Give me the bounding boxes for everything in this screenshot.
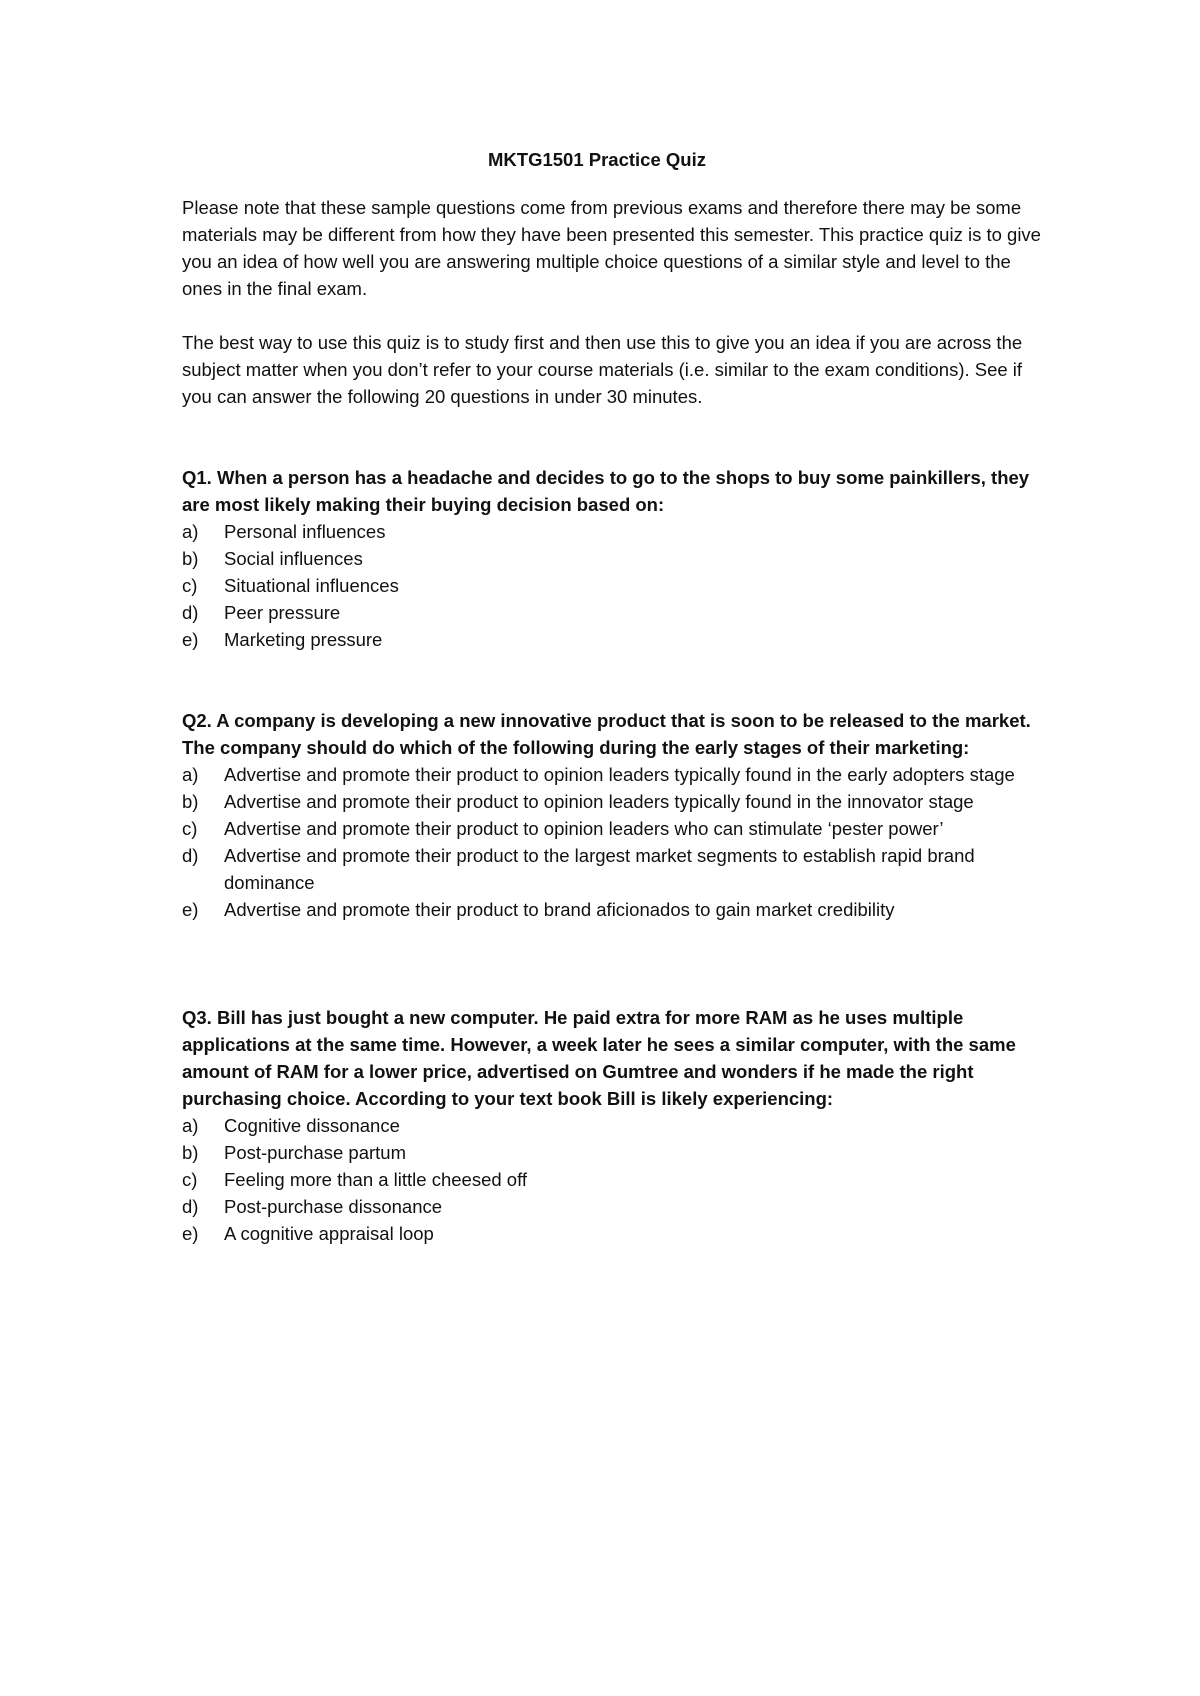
question-1 xyxy=(182,464,1042,653)
answer-options xyxy=(182,1112,1042,1247)
option-text: Advertise and promote their product to opinion leaders typically found in the innovator stage xyxy=(224,791,974,812)
option-letter: a) xyxy=(182,521,199,542)
option-text: Advertise and promote their product to brand aficionados to gain market credibility xyxy=(224,899,895,920)
question-text: Q1. When a person has a headache and decides to go to the shops to buy some painkillers, they are most likely making their buying decision based on: xyxy=(182,467,1030,515)
option-text: Advertise and promote their product to opinion leaders typically found in the early adopters stage xyxy=(224,764,1015,785)
question-text: Q3. Bill has just bought a new computer. He paid extra for more RAM as he uses multiple applications at the same time. However, a week later he sees a similar computer, with the same amount of RAM for a lower price, advertised on Gumtree and wonders if he made the right purchasing choice. According to your text book Bill is likely experiencing: xyxy=(182,1007,1016,1109)
answer-option xyxy=(182,518,1042,545)
option-text: Post-purchase partum xyxy=(224,1142,407,1163)
option-text: Situational influences xyxy=(224,575,399,596)
option-letter: b) xyxy=(182,548,199,569)
answer-option xyxy=(182,545,1042,572)
option-letter: b) xyxy=(182,791,199,812)
answer-option xyxy=(182,599,1042,626)
document-title: MKTG1501 Practice Quiz xyxy=(488,149,706,170)
option-letter: b) xyxy=(182,1142,199,1163)
answer-option xyxy=(182,896,1042,923)
option-text: Feeling more than a little cheesed off xyxy=(224,1169,528,1190)
answer-option xyxy=(182,626,1042,653)
answer-option xyxy=(182,572,1042,599)
intro-paragraph: The best way to use this quiz is to study first and then use this to give you an idea if you are across the subject matter when you don’t refer to your course materials (i.e. similar to the exam conditions). See if you can answer the following 20 questions in under 30 minutes. xyxy=(182,332,1023,407)
option-text: Cognitive dissonance xyxy=(224,1115,400,1136)
option-letter: d) xyxy=(182,1196,199,1217)
answer-option xyxy=(182,1139,1042,1166)
option-letter: d) xyxy=(182,602,199,623)
option-text: Marketing pressure xyxy=(224,629,383,650)
answer-option xyxy=(182,761,1042,788)
spacer xyxy=(182,653,1042,707)
option-letter: c) xyxy=(182,818,198,839)
option-letter: a) xyxy=(182,1115,199,1136)
option-letter: d) xyxy=(182,845,199,866)
option-letter: c) xyxy=(182,575,198,596)
option-text: A cognitive appraisal loop xyxy=(224,1223,434,1244)
document-content xyxy=(182,146,1042,1247)
spacer xyxy=(182,437,1042,464)
option-letter: e) xyxy=(182,1223,199,1244)
answer-option xyxy=(182,1193,1042,1220)
question-3 xyxy=(182,1004,1042,1247)
question-2 xyxy=(182,707,1042,923)
answer-options xyxy=(182,518,1042,653)
option-text: Personal influences xyxy=(224,521,386,542)
answer-option xyxy=(182,788,1042,815)
option-letter: a) xyxy=(182,764,199,785)
answer-option xyxy=(182,842,1042,896)
answer-option xyxy=(182,1166,1042,1193)
answer-option xyxy=(182,1112,1042,1139)
option-letter: c) xyxy=(182,1169,198,1190)
option-text: Post-purchase dissonance xyxy=(224,1196,443,1217)
option-text: Advertise and promote their product to opinion leaders who can stimulate ‘pester power’ xyxy=(224,818,944,839)
option-letter: e) xyxy=(182,629,199,650)
intro-paragraph: Please note that these sample questions come from previous exams and therefore there may be some materials may be different from how they have been presented this semester. This practice quiz is to give you an idea of how well you are answering multiple choice questions of a similar style and level to the ones in the final exam. xyxy=(182,197,1041,299)
option-text: Social influences xyxy=(224,548,363,569)
answer-option xyxy=(182,1220,1042,1247)
answer-options xyxy=(182,761,1042,923)
answer-option xyxy=(182,815,1042,842)
option-text: Peer pressure xyxy=(224,602,341,623)
question-text: Q2. A company is developing a new innovative product that is soon to be released to the market. The company should do which of the following during the early stages of their marketing: xyxy=(182,710,1031,758)
option-text: Advertise and promote their product to the largest market segments to establish rapid brand dominance xyxy=(224,845,975,893)
option-letter: e) xyxy=(182,899,199,920)
spacer xyxy=(182,923,1042,1004)
